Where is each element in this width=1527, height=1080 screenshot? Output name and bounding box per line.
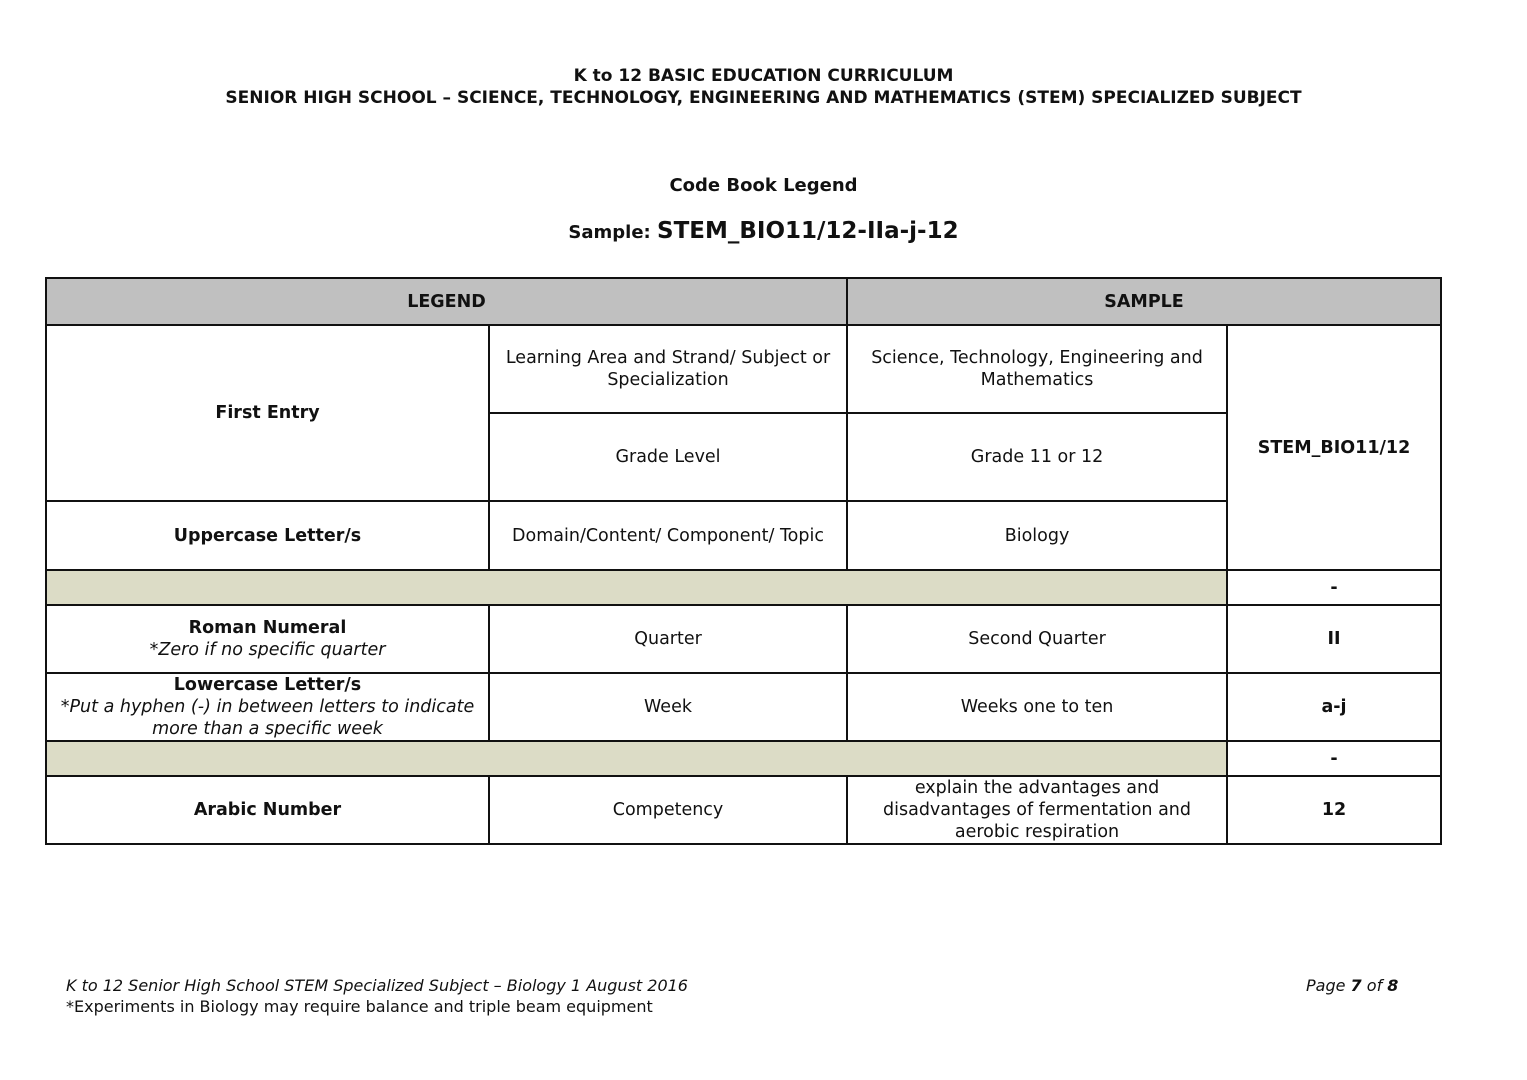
sample-header: SAMPLE [847, 278, 1441, 325]
roman-note: *Zero if no specific quarter [149, 640, 386, 660]
arabic-sample: explain the advantages and disadvantages of fermentation and aerobic respiration [847, 776, 1227, 844]
separator-code: - [1227, 741, 1441, 776]
page-prefix: Page [1306, 976, 1351, 995]
first-entry-label: First Entry [46, 325, 489, 501]
page-total: 8 [1387, 976, 1399, 995]
lowercase-label-cell [46, 673, 489, 741]
page-of: of [1361, 976, 1388, 995]
table-row [46, 673, 1441, 741]
page-number [1306, 976, 1398, 995]
first-entry-sample-2: Grade 11 or 12 [847, 413, 1227, 501]
roman-description: Quarter [489, 605, 847, 673]
first-entry-description-2: Grade Level [489, 413, 847, 501]
arabic-description: Competency [489, 776, 847, 844]
code-book-legend-title: Code Book Legend [669, 175, 858, 196]
curriculum-subtitle: SENIOR HIGH SCHOOL – SCIENCE, TECHNOLOGY, ENGINEERING AND MATHEMATICS (STEM) SPECIALIZED SUBJECT [225, 88, 1302, 108]
separator-shaded-cell [46, 570, 1227, 605]
sample-code: STEM_BIO11/12-IIa-j-12 [657, 218, 959, 244]
code-book-legend-table [45, 277, 1442, 845]
first-entry-code: STEM_BIO11/12 [1227, 325, 1441, 570]
roman-sample: Second Quarter [847, 605, 1227, 673]
table-row [46, 325, 1441, 413]
roman-code: II [1227, 605, 1441, 673]
sample-code-line [0, 218, 1527, 244]
roman-label: Roman Numeral [188, 618, 347, 638]
lowercase-label: Lowercase Letter/s [173, 675, 362, 695]
uppercase-description: Domain/Content/ Component/ Topic [489, 501, 847, 570]
lowercase-description: Week [489, 673, 847, 741]
footer-note: *Experiments in Biology may require balance and triple beam equipment [66, 997, 653, 1016]
lowercase-sample: Weeks one to ten [847, 673, 1227, 741]
lowercase-note: *Put a hyphen (-) in between letters to indicate more than a specific week [60, 697, 475, 739]
table-row [46, 776, 1441, 844]
first-entry-sample-1: Science, Technology, Engineering and Mathematics [847, 325, 1227, 413]
first-entry-description-1: Learning Area and Strand/ Subject or Specialization [489, 325, 847, 413]
separator-row [46, 741, 1441, 776]
arabic-code: 12 [1227, 776, 1441, 844]
table-row [46, 605, 1441, 673]
roman-label-cell [46, 605, 489, 673]
separator-code: - [1227, 570, 1441, 605]
uppercase-sample: Biology [847, 501, 1227, 570]
page-current: 7 [1350, 976, 1362, 995]
uppercase-label: Uppercase Letter/s [46, 501, 489, 570]
arabic-label: Arabic Number [46, 776, 489, 844]
lowercase-code: a-j [1227, 673, 1441, 741]
separator-row [46, 570, 1441, 605]
footer-document-title: K to 12 Senior High School STEM Specialized Subject – Biology 1 August 2016 [66, 976, 688, 995]
curriculum-title: K to 12 BASIC EDUCATION CURRICULUM [573, 66, 954, 86]
sample-label: Sample: [568, 222, 651, 243]
legend-header: LEGEND [46, 278, 847, 325]
separator-shaded-cell [46, 741, 1227, 776]
